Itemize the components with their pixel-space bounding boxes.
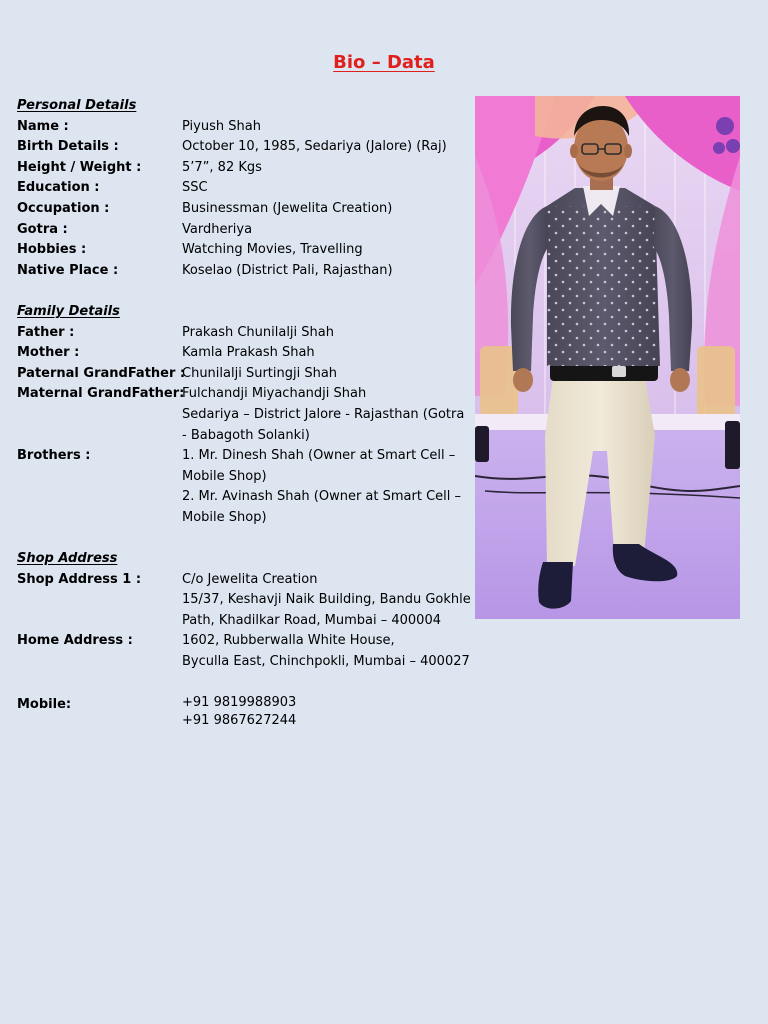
shop-address-line: C/o Jewelita Creation [182, 571, 318, 587]
gotra-value: Vardheriya [182, 221, 253, 237]
mobile-value [182, 693, 467, 731]
native-place-label: Native Place : [17, 262, 119, 278]
mobile-number: +91 9867627244 [182, 712, 297, 728]
maternal-grandfather-line: - Babagoth Solanki) [182, 427, 310, 443]
birth-details-label: Birth Details : [17, 139, 119, 155]
maternal-grandfather-row [17, 384, 467, 446]
height-weight-label: Height / Weight : [17, 159, 142, 175]
birth-details-value: October 10, 1985, Sedariya (Jalore) (Raj) [182, 139, 447, 155]
section-spacer [17, 673, 467, 694]
gotra-label: Gotra : [17, 221, 68, 237]
brothers-label: Brothers : [17, 448, 91, 464]
home-address-line: 1602, Rubberwalla White House, [182, 633, 395, 649]
hobbies-label: Hobbies : [17, 242, 87, 258]
section-spacer [17, 528, 467, 549]
gotra-row [17, 220, 467, 241]
shop-address-row [17, 570, 471, 632]
home-address-value [182, 631, 470, 672]
personal-details-heading: Personal Details [17, 98, 137, 113]
education-row [17, 178, 467, 199]
brothers-row [17, 446, 467, 528]
maternal-grandfather-line: Fulchandji Miyachandji Shah [182, 386, 367, 402]
maternal-grandfather-line: Sedariya – District Jalore - Rajasthan (Gotra [182, 406, 465, 422]
father-row [17, 323, 467, 344]
brothers-line: Mobile Shop) [182, 468, 267, 484]
father-value: Prakash Chunilalji Shah [182, 324, 334, 340]
mother-value: Kamla Prakash Shah [182, 345, 315, 361]
brothers-line: 2. Mr. Avinash Shah (Owner at Smart Cell – [182, 489, 462, 505]
home-address-line: Byculla East, Chinchpokli, Mumbai – 400027 [182, 654, 470, 670]
height-weight-row [17, 158, 467, 179]
shop-address-label: Shop Address 1 : [17, 571, 142, 587]
profile-photo [475, 96, 740, 619]
shop-address-line: Path, Khadilkar Road, Mumbai – 400004 [182, 612, 441, 628]
maternal-grandfather-label: Maternal GrandFather: [17, 386, 185, 402]
name-row [17, 117, 467, 138]
native-place-row [17, 261, 467, 282]
shop-address-line: 15/37, Keshavji Naik Building, Bandu Gokhle [182, 592, 471, 608]
education-value: SSC [182, 180, 208, 196]
native-place-value: Koselao (District Pali, Rajasthan) [182, 262, 393, 278]
family-details-heading: Family Details [17, 303, 120, 319]
occupation-label: Occupation : [17, 200, 110, 216]
mobile-row [17, 693, 467, 731]
height-weight-value: 5’7”, 82 Kgs [182, 159, 262, 175]
mother-row [17, 343, 467, 364]
section-spacer [17, 281, 467, 302]
profile-photo-illustration [475, 96, 740, 619]
home-address-row [17, 631, 470, 672]
maternal-grandfather-value [182, 384, 467, 446]
hobbies-row [17, 240, 467, 261]
paternal-grandfather-row [17, 364, 467, 385]
home-address-label: Home Address : [17, 633, 133, 649]
shop-address-value [182, 570, 471, 632]
birth-details-row [17, 137, 467, 158]
name-value: Piyush Shah [182, 118, 261, 134]
paternal-grandfather-label: Paternal GrandFather : [17, 365, 186, 381]
mother-label: Mother : [17, 345, 80, 361]
occupation-row [17, 199, 467, 220]
mobile-number: +91 9819988903 [182, 695, 297, 711]
brothers-line: Mobile Shop) [182, 509, 267, 525]
education-label: Education : [17, 180, 100, 196]
shop-address-heading: Shop Address [17, 551, 118, 567]
brothers-line: 1. Mr. Dinesh Shah (Owner at Smart Cell – [182, 448, 456, 464]
name-label: Name : [17, 118, 69, 134]
mobile-label: Mobile: [17, 697, 72, 713]
father-label: Father : [17, 324, 75, 340]
brothers-value [182, 446, 467, 528]
hobbies-value: Watching Movies, Travelling [182, 242, 363, 258]
biodata-document [17, 96, 471, 731]
occupation-value: Businessman (Jewelita Creation) [182, 200, 393, 216]
page-title: Bio – Data [333, 52, 435, 73]
paternal-grandfather-value: Chunilalji Surtingji Shah [182, 365, 338, 381]
